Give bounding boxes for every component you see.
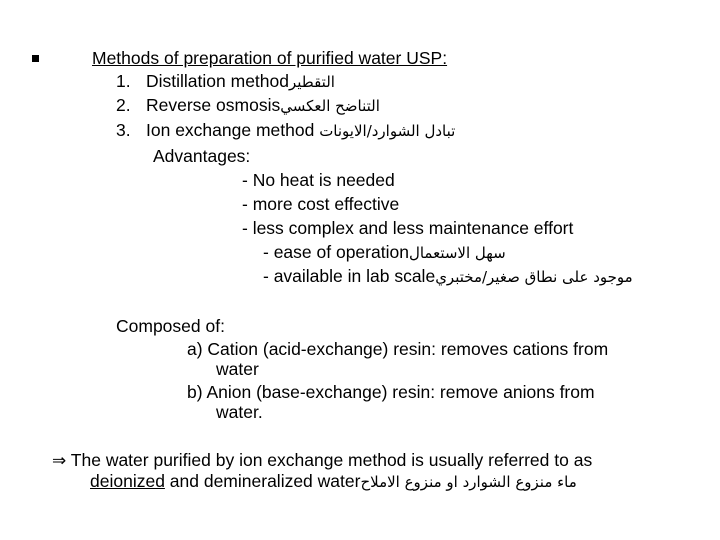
conclusion-line-2: deionized and demineralized waterماء منزوع الشوارد او منزوع الاملاح: [90, 471, 577, 491]
method-item-2: [116, 95, 380, 116]
method-label: Ion exchange method: [146, 120, 320, 140]
method-label: Reverse osmosis: [146, 95, 281, 115]
advantages-heading: Advantages:: [153, 146, 251, 166]
composed-heading: Composed of:: [116, 316, 225, 336]
advantage-item: - available in lab scaleموجود على نطاق صغير/مختبري: [263, 266, 633, 286]
method-number: 3.: [116, 120, 131, 140]
method-number: 1.: [116, 71, 131, 91]
section-title: Methods of preparation of purified water USP:: [92, 48, 448, 68]
square-bullet-icon: [32, 55, 39, 62]
composed-item-b-cont: water.: [216, 402, 263, 422]
conclusion-line-1: ⇒ The water purified by ion exchange method is usually referred to as: [52, 450, 593, 471]
composed-item-b: b) Anion (base-exchange) resin: remove anions from: [187, 382, 595, 402]
composed-item-a-cont: water: [216, 359, 259, 379]
method-arabic: التناضح العكسي: [280, 97, 380, 115]
method-label: Distillation method: [146, 71, 289, 91]
advantage-arabic: سهل الاستعمال: [408, 244, 506, 262]
composed-item-a: a) Cation (acid-exchange) resin: removes cations from: [187, 339, 609, 359]
advantage-item: - ease of operationسهل الاستعمال: [263, 242, 506, 262]
method-item-1: [116, 71, 335, 92]
advantage-item: - more cost effective: [242, 194, 400, 214]
advantage-item: - less complex and less maintenance effort: [242, 218, 574, 238]
method-number: 2.: [116, 95, 131, 115]
method-arabic: التقطير: [288, 73, 335, 91]
method-arabic: تبادل الشوارد/الايونات: [319, 122, 456, 140]
implies-arrow-icon: ⇒: [52, 451, 67, 471]
deionized-term: deionized: [90, 471, 165, 491]
advantage-item: - No heat is needed: [242, 170, 395, 190]
conclusion-arabic: ماء منزوع الشوارد او منزوع الاملاح: [360, 473, 577, 491]
method-item-3: [116, 120, 455, 141]
advantage-arabic: موجود على نطاق صغير/مختبري: [435, 268, 633, 286]
